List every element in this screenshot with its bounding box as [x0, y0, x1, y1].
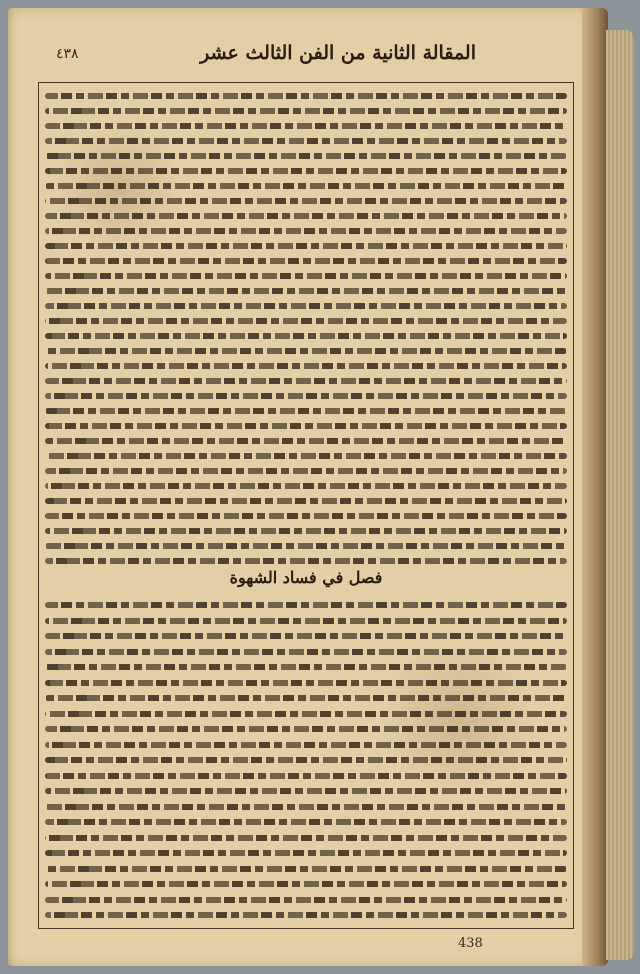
text-line — [45, 423, 567, 429]
text-line — [45, 788, 567, 794]
section-heading: فصل في فساد الشهوة — [229, 568, 383, 587]
text-line — [45, 819, 567, 825]
text-line — [45, 633, 567, 639]
text-line — [45, 543, 567, 549]
text-line — [45, 664, 567, 670]
text-line — [45, 602, 567, 608]
text-block-lower — [38, 572, 574, 929]
text-line — [45, 378, 567, 384]
text-line — [45, 108, 567, 114]
text-line — [45, 333, 567, 339]
text-line — [45, 483, 567, 489]
text-line — [45, 680, 567, 686]
text-line — [45, 348, 567, 354]
top-page-number: ٤٣٨ — [56, 46, 79, 62]
page-edges — [606, 30, 634, 960]
text-line — [45, 558, 567, 564]
text-line — [45, 726, 567, 732]
text-line — [45, 138, 567, 144]
text-line — [45, 835, 567, 841]
text-line — [45, 881, 567, 887]
text-line — [45, 742, 567, 748]
text-line — [45, 804, 567, 810]
text-line — [45, 850, 567, 856]
text-line — [45, 363, 567, 369]
text-line — [45, 93, 567, 99]
spine-shadow — [582, 8, 608, 966]
text-line — [45, 711, 567, 717]
text-line — [45, 213, 567, 219]
bottom-page-number: 438 — [458, 936, 483, 951]
text-line — [45, 243, 567, 249]
text-line — [45, 757, 567, 763]
text-line — [45, 183, 567, 189]
text-line — [45, 198, 567, 204]
text-line — [45, 695, 567, 701]
text-line — [45, 468, 567, 474]
text-line — [45, 897, 567, 903]
text-line — [45, 649, 567, 655]
text-line — [45, 528, 567, 534]
text-line — [45, 273, 567, 279]
text-line — [45, 866, 567, 872]
text-line — [45, 618, 567, 624]
text-line — [45, 258, 567, 264]
text-line — [45, 228, 567, 234]
page-header — [38, 36, 586, 76]
text-line — [45, 773, 567, 779]
text-line — [45, 453, 567, 459]
text-line — [45, 288, 567, 294]
text-line — [45, 123, 567, 129]
text-line — [45, 393, 567, 399]
text-line — [45, 303, 567, 309]
text-block-upper — [38, 82, 574, 573]
running-title: المقالة الثانية من الفن الثالث عشر — [200, 42, 476, 64]
text-line — [45, 498, 567, 504]
text-line — [45, 318, 567, 324]
text-line — [45, 912, 567, 918]
book-page — [8, 8, 608, 966]
text-line — [45, 153, 567, 159]
text-line — [45, 168, 567, 174]
text-line — [45, 408, 567, 414]
text-line — [45, 513, 567, 519]
text-line — [45, 438, 567, 444]
